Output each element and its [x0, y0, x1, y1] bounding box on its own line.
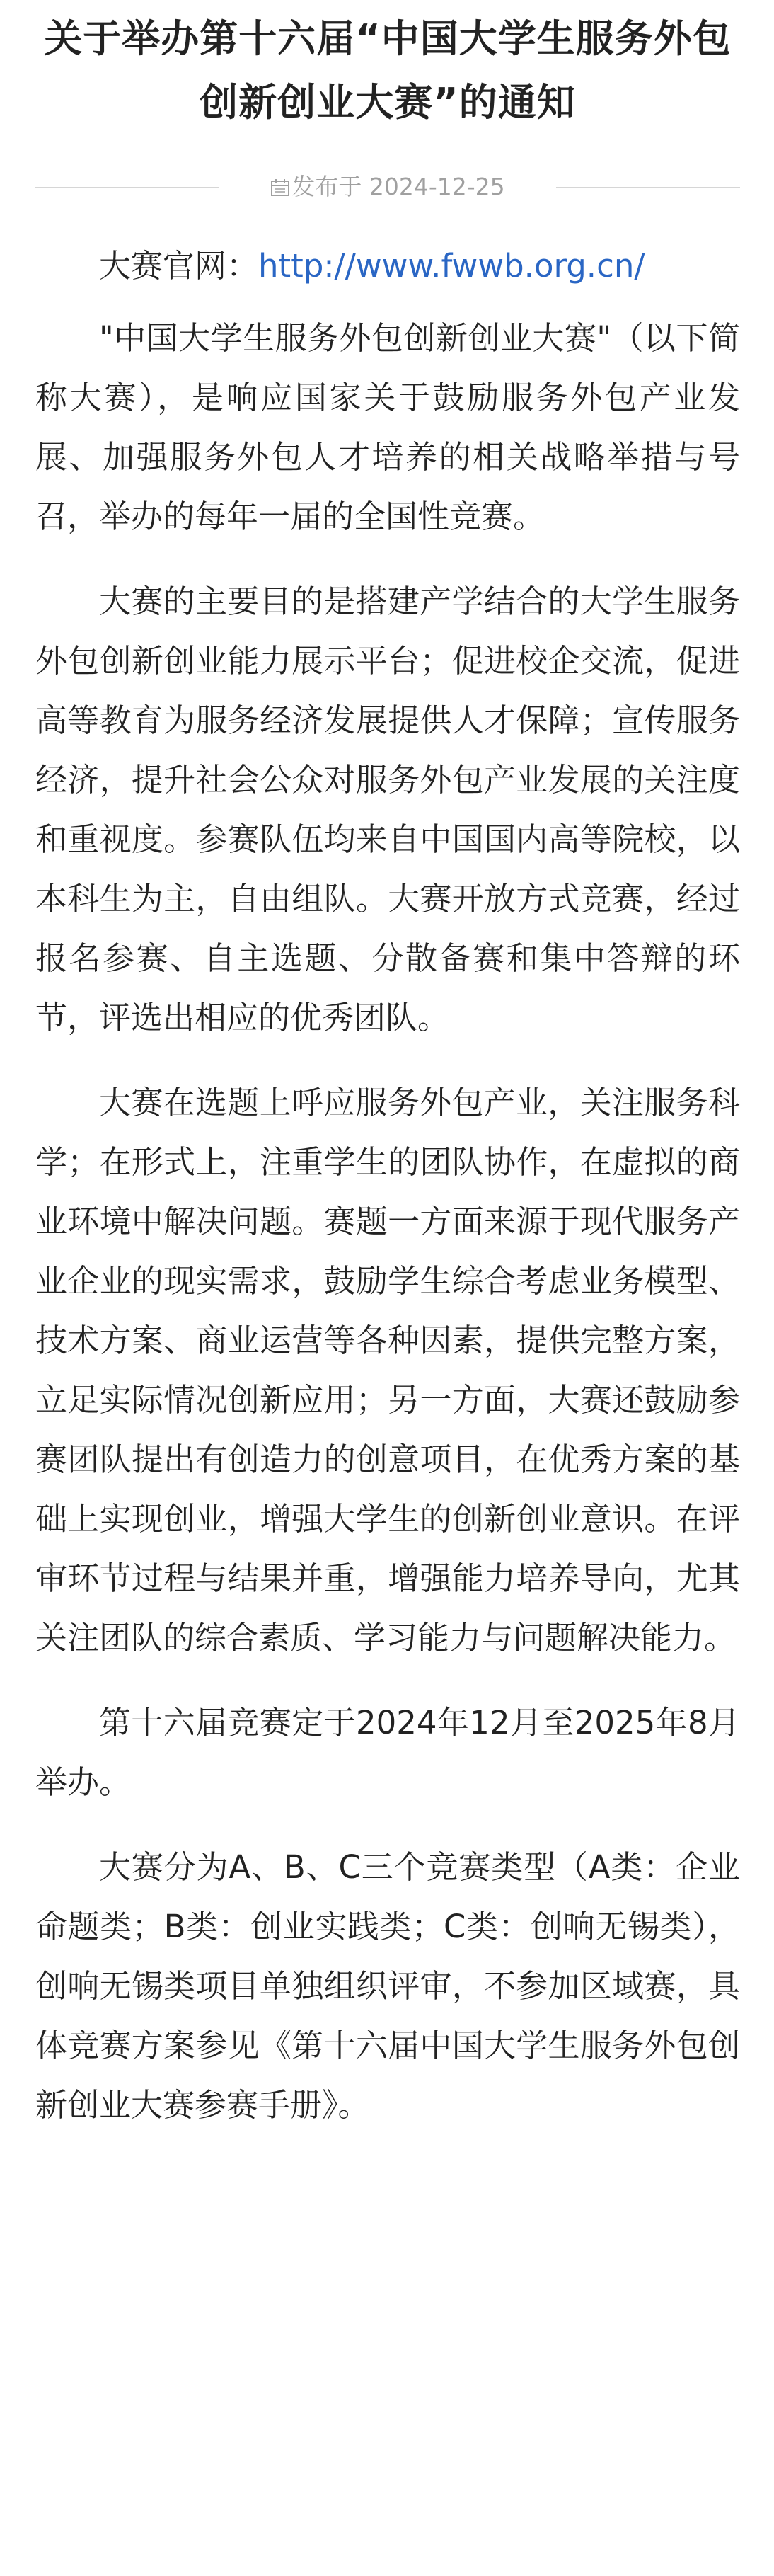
paragraph-categories: 大赛分为A、B、C三个竞赛类型（A类：企业命题类；B类：创业实践类；C类：创响无锡类），创响无锡类项目单独组织评审，不参加区域赛，具体竞赛方案参见《第十六届中国大学生服务外包创新创业大赛参赛手册》。: [35, 1848, 740, 2124]
paragraph-schedule: 第十六届竞赛定于2024年12月至2025年8月举办。: [35, 1704, 740, 1801]
paragraph-topics: 大赛在选题上呼应服务外包产业，关注服务科学；在形式上，注重学生的团队协作，在虚拟的商业环境中解决问题。赛题一方面来源于现代服务产业企业的现实需求，鼓励学生综合考虑业务模型、技术方案、商业运营等各种因素，提供完整方案，立足实际情况创新应用；另一方面，大赛还鼓励参赛团队提出有创造力的创意项目，在优秀方案的基础上实现创业，增强大学生的创新创业意识。在评审环节过程与结果并重，增强能力培养导向，尤其关注团队的综合素质、学习能力与问题解决能力。: [35, 1084, 740, 1656]
website-label: 大赛官网：: [99, 247, 259, 285]
paragraph-intro: "中国大学生服务外包创新创业大赛"（以下简称大赛），是响应国家关于鼓励服务外包产业发展、加强服务外包人才培养的相关战略举措与号召，举办的每年一届的全国性竞赛。: [35, 319, 740, 535]
website-line: [35, 245, 740, 287]
paragraph-purpose: 大赛的主要目的是搭建产学结合的大学生服务外包创新创业能力展示平台；促进校企交流，促进高等教育为服务经济发展提供人才保障；宣传服务经济，提升社会公众对服务外包产业发展的关注度和重视度。参赛队伍均来自中国国内高等院校，以本科生为主，自由组队。大赛开放方式竞赛，经过报名参赛、自主选题、分散备赛和集中答辩的环节，评选出相应的优秀团队。: [35, 583, 740, 1036]
calendar-icon: [270, 178, 290, 197]
publish-info: [35, 166, 740, 208]
publish-date: 发布于 2024-12-25: [291, 173, 505, 200]
article-title: 关于举办第十六届“中国大学生服务外包创新创业大赛”的通知: [44, 16, 732, 125]
website-link[interactable]: http://www.fwwb.org.cn/: [258, 247, 645, 285]
